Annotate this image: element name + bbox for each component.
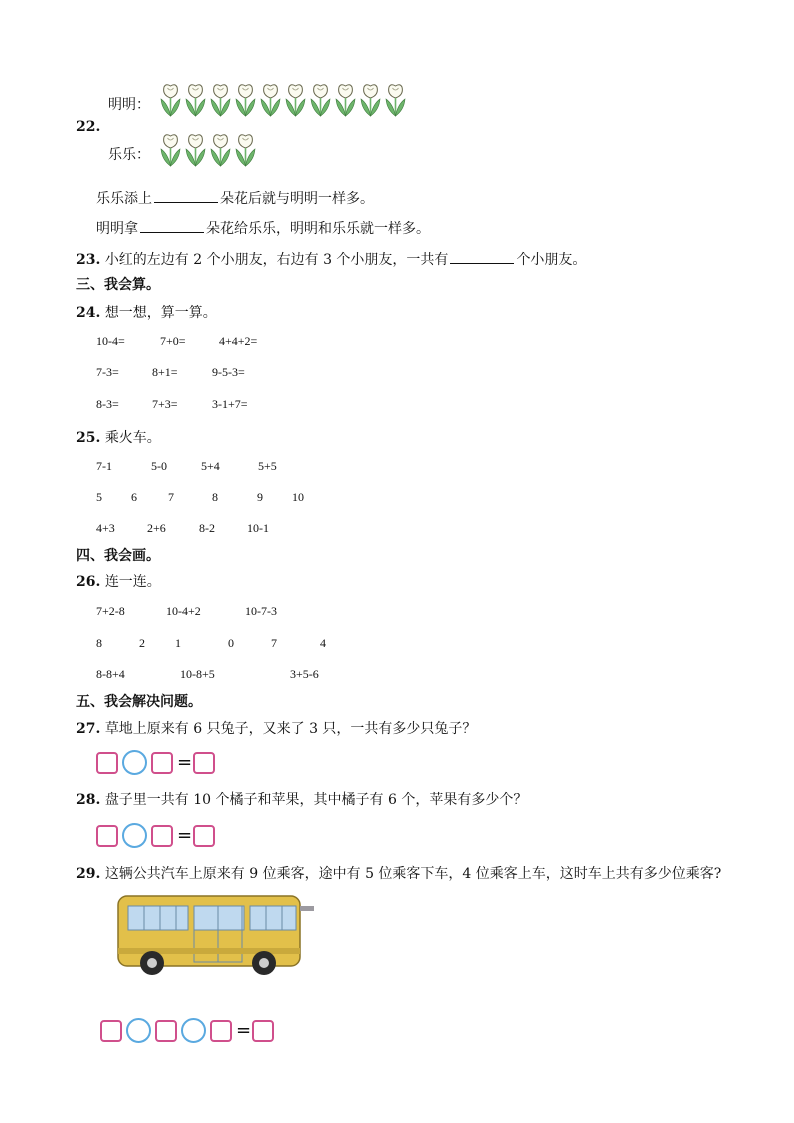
q24-r0-c0: 10-4= xyxy=(96,334,125,348)
q22-line1 xyxy=(96,188,374,208)
mingming-flower-icon xyxy=(358,82,383,118)
q28-line xyxy=(76,789,527,809)
q25-mid-3[interactable]: 7 xyxy=(168,490,174,504)
q29-equation xyxy=(100,1018,274,1043)
q28-equals-sign: = xyxy=(177,825,193,846)
q25-top-4[interactable]: 5+5 xyxy=(258,459,277,473)
mingming-flower-icon xyxy=(258,82,283,118)
q25-mid-5[interactable]: 9 xyxy=(257,490,263,504)
q28-number-box-1[interactable] xyxy=(96,825,118,847)
q26-title: 连一连。 xyxy=(104,574,161,590)
lele-flower-icon xyxy=(233,132,258,168)
q26-number: 26. xyxy=(76,574,101,590)
q22-answer-blank-1[interactable] xyxy=(154,201,218,203)
lele-flower-icon xyxy=(208,132,233,168)
q25-top-3[interactable]: 5+4 xyxy=(201,459,220,473)
q27-result-box[interactable] xyxy=(193,752,215,774)
q26-title-line xyxy=(76,571,161,591)
q24-r2-c2: 3-1+7= xyxy=(212,397,248,411)
q26-mid-1[interactable]: 8 xyxy=(96,636,102,650)
q29-number-box-3[interactable] xyxy=(210,1020,232,1042)
q25-title: 乘火车。 xyxy=(104,430,161,446)
q22-line1-text-b: 朵花后就与明明一样多。 xyxy=(220,191,374,207)
q27-number-box-2[interactable] xyxy=(151,752,173,774)
q28-result-box[interactable] xyxy=(193,825,215,847)
mingming-flower-icon xyxy=(233,82,258,118)
bus-icon xyxy=(118,896,314,975)
q26-mid-2[interactable]: 2 xyxy=(139,636,145,650)
q25-mid-4[interactable]: 8 xyxy=(212,490,218,504)
q24-r1-c1: 8+1= xyxy=(152,365,178,379)
q29-number-box-1[interactable] xyxy=(100,1020,122,1042)
q24-r2-c0: 8-3= xyxy=(96,397,119,411)
q23-answer-blank[interactable] xyxy=(450,262,514,264)
mingming-flower-icon xyxy=(283,82,308,118)
q24-r1-c0: 7-3= xyxy=(96,365,119,379)
q26-mid-5[interactable]: 7 xyxy=(271,636,277,650)
q23-text-b: 个小朋友。 xyxy=(516,252,587,268)
q25-bot-4[interactable]: 10-1 xyxy=(247,521,269,535)
q25-bot-1[interactable]: 4+3 xyxy=(96,521,115,535)
q27-text: 草地上原来有 6 只兔子，又来了 3 只，一共有多少只兔子？ xyxy=(104,721,477,737)
q22-line2-text-a: 明明拿 xyxy=(96,221,138,237)
q26-mid-4[interactable]: 0 xyxy=(228,636,234,650)
q24-r0-c1: 7+0= xyxy=(160,334,186,348)
q29-equals-sign: = xyxy=(236,1020,252,1041)
q23-number: 23. xyxy=(76,252,101,268)
lele-flower-icon xyxy=(183,132,208,168)
q23-line xyxy=(76,249,586,269)
q29-text: 这辆公共汽车上原来有 9 位乘客，途中有 5 位乘客下车，4 位乘客上车，这时车上共有多少位乘客? xyxy=(104,866,722,882)
q25-mid-2[interactable]: 6 xyxy=(131,490,137,504)
q25-number: 25. xyxy=(76,430,101,446)
q22-mingming-label: 明明： xyxy=(108,97,150,113)
mingming-flower-icon xyxy=(158,82,183,118)
section-3-heading: 三、我会算。 xyxy=(76,277,160,293)
q26-top-1[interactable]: 7+2-8 xyxy=(96,604,125,618)
q28-number: 28. xyxy=(76,792,101,808)
mingming-flower-icon xyxy=(308,82,333,118)
q27-equation xyxy=(96,750,215,775)
q26-mid-3[interactable]: 1 xyxy=(175,636,181,650)
q26-mid-6[interactable]: 4 xyxy=(320,636,326,650)
q27-line xyxy=(76,718,476,738)
q25-top-2[interactable]: 5-0 xyxy=(151,459,167,473)
bus-illustration xyxy=(116,892,320,978)
q26-top-2[interactable]: 10-4+2 xyxy=(166,604,201,618)
q29-result-box[interactable] xyxy=(252,1020,274,1042)
q24-r0-c2: 4+4+2= xyxy=(219,334,258,348)
q25-mid-6[interactable]: 10 xyxy=(292,490,304,504)
q24-number: 24. xyxy=(76,305,101,321)
mingming-flower-icon xyxy=(383,82,408,118)
q25-bot-3[interactable]: 8-2 xyxy=(199,521,215,535)
q22-line2-text-b: 朵花给乐乐，明明和乐乐就一样多。 xyxy=(206,221,430,237)
q27-number-box-1[interactable] xyxy=(96,752,118,774)
q26-bot-2[interactable]: 10-8+5 xyxy=(180,667,215,681)
mingming-flower-icon xyxy=(333,82,358,118)
q25-mid-1[interactable]: 5 xyxy=(96,490,102,504)
q24-r2-c1: 7+3= xyxy=(152,397,178,411)
q24-r1-c2: 9-5-3= xyxy=(212,365,245,379)
q22-number: 22. xyxy=(76,119,101,135)
q27-number: 27. xyxy=(76,721,101,737)
q23-text-a: 小红的左边有 2 个小朋友，右边有 3 个小朋友，一共有 xyxy=(104,252,449,268)
q25-title-line xyxy=(76,427,161,447)
q22-lele-flowers xyxy=(158,132,258,168)
q28-operator-circle[interactable] xyxy=(122,823,147,848)
q24-title: 想一想，算一算。 xyxy=(104,305,217,321)
lele-flower-icon xyxy=(158,132,183,168)
q26-top-3[interactable]: 10-7-3 xyxy=(245,604,277,618)
q22-lele-label: 乐乐： xyxy=(108,147,150,163)
q27-operator-circle[interactable] xyxy=(122,750,147,775)
q28-number-box-2[interactable] xyxy=(151,825,173,847)
q24-title-line xyxy=(76,302,217,322)
q29-operator-circle-1[interactable] xyxy=(126,1018,151,1043)
q29-number-box-2[interactable] xyxy=(155,1020,177,1042)
q25-bot-2[interactable]: 2+6 xyxy=(147,521,166,535)
q26-bot-3[interactable]: 3+5-6 xyxy=(290,667,319,681)
section-4-heading: 四、我会画。 xyxy=(76,548,160,564)
q29-number: 29. xyxy=(76,866,101,882)
mingming-flower-icon xyxy=(208,82,233,118)
q25-top-1[interactable]: 7-1 xyxy=(96,459,112,473)
mingming-flower-icon xyxy=(183,82,208,118)
q26-bot-1[interactable]: 8-8+4 xyxy=(96,667,125,681)
section-5-heading: 五、我会解决问题。 xyxy=(76,694,202,710)
q22-line1-text-a: 乐乐添上 xyxy=(96,191,152,207)
q22-line2 xyxy=(96,218,430,238)
q29-line xyxy=(76,863,721,883)
q22-mingming-flowers xyxy=(158,82,408,118)
q22-answer-blank-2[interactable] xyxy=(140,231,204,233)
q28-equation xyxy=(96,823,215,848)
q27-equals-sign: = xyxy=(177,752,193,773)
q29-operator-circle-2[interactable] xyxy=(181,1018,206,1043)
q28-text: 盘子里一共有 10 个橘子和苹果，其中橘子有 6 个，苹果有多少个？ xyxy=(104,792,528,808)
